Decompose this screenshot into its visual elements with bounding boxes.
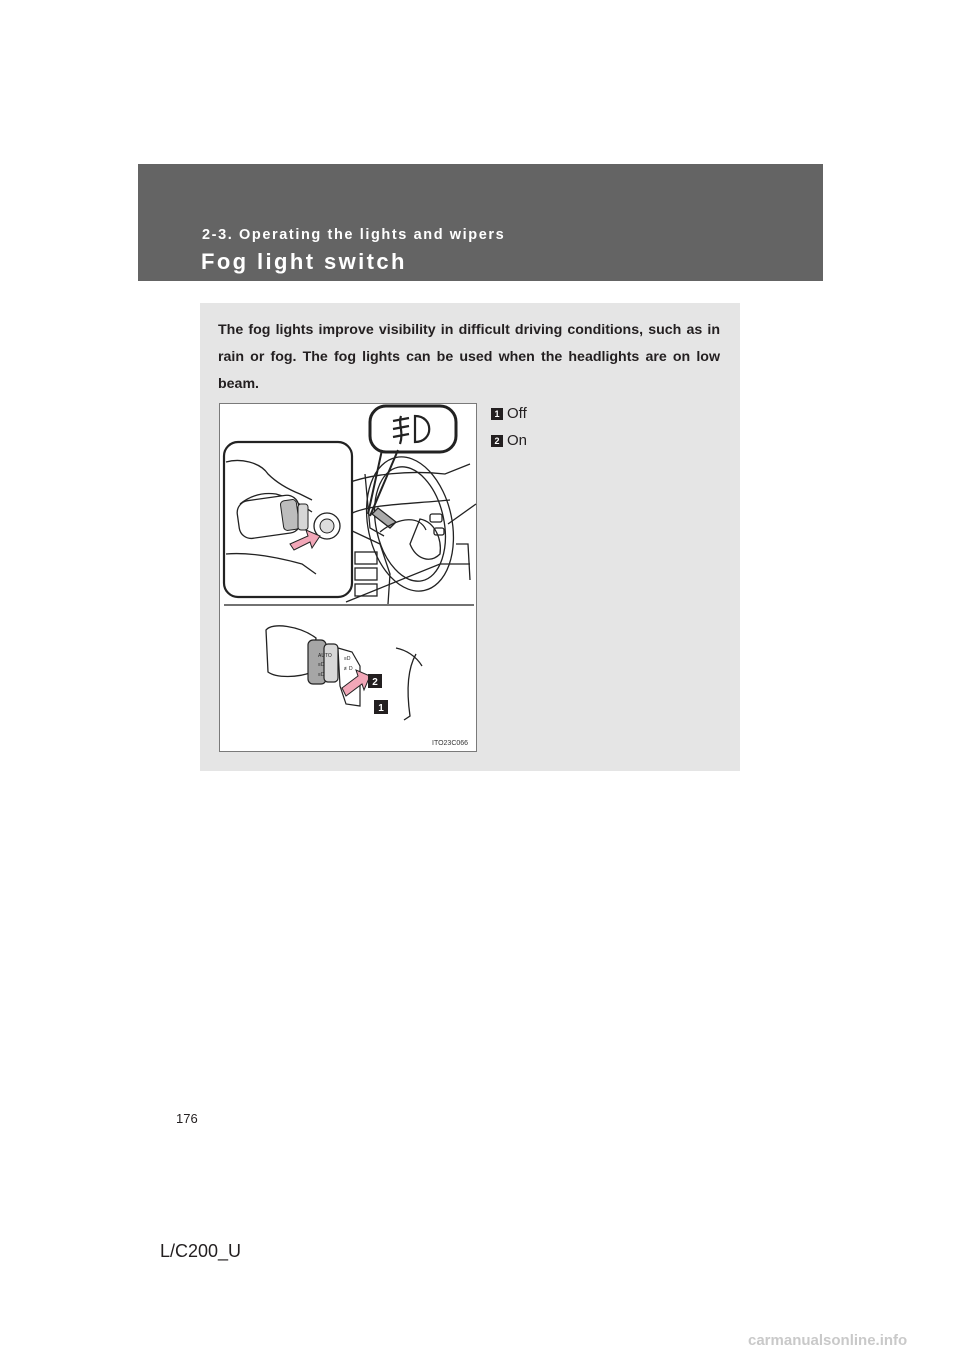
number-badge: 2 — [491, 435, 503, 447]
intro-paragraph: The fog lights improve visibility in difficult driving conditions, such as in rain or fog. The fog lights can be used when the headlights are on low beam. — [218, 322, 720, 392]
callout-1: 1 — [378, 703, 384, 714]
lever-closeup — [266, 626, 422, 720]
svg-text:≢D: ≢D — [344, 666, 353, 672]
zoom-callout — [368, 406, 456, 516]
fog-light-switch-illustration — [219, 403, 477, 752]
svg-text:AUTO: AUTO — [318, 653, 332, 659]
svg-text:≡D: ≡D — [344, 656, 351, 662]
legend-label: Off — [507, 405, 527, 422]
legend-label: On — [507, 432, 528, 449]
page-number: 176 — [176, 1111, 198, 1126]
page-title: Fog light switch — [201, 249, 407, 274]
legend-item-off — [491, 405, 527, 422]
figure-code: ITO23C066 — [432, 740, 469, 747]
hand-inset — [224, 442, 352, 597]
watermark: carmanualsonline.info — [748, 1332, 908, 1349]
svg-text:≡D: ≡D — [318, 672, 325, 678]
dashboard-drawing — [345, 449, 476, 604]
model-code: L/C200_U — [160, 1241, 242, 1261]
svg-text:≡D: ≡D — [318, 662, 325, 668]
callout-2: 2 — [372, 677, 378, 688]
number-badge: 1 — [491, 408, 503, 420]
legend-item-on — [491, 432, 527, 449]
section-label: 2-3. Operating the lights and wipers — [202, 227, 506, 243]
